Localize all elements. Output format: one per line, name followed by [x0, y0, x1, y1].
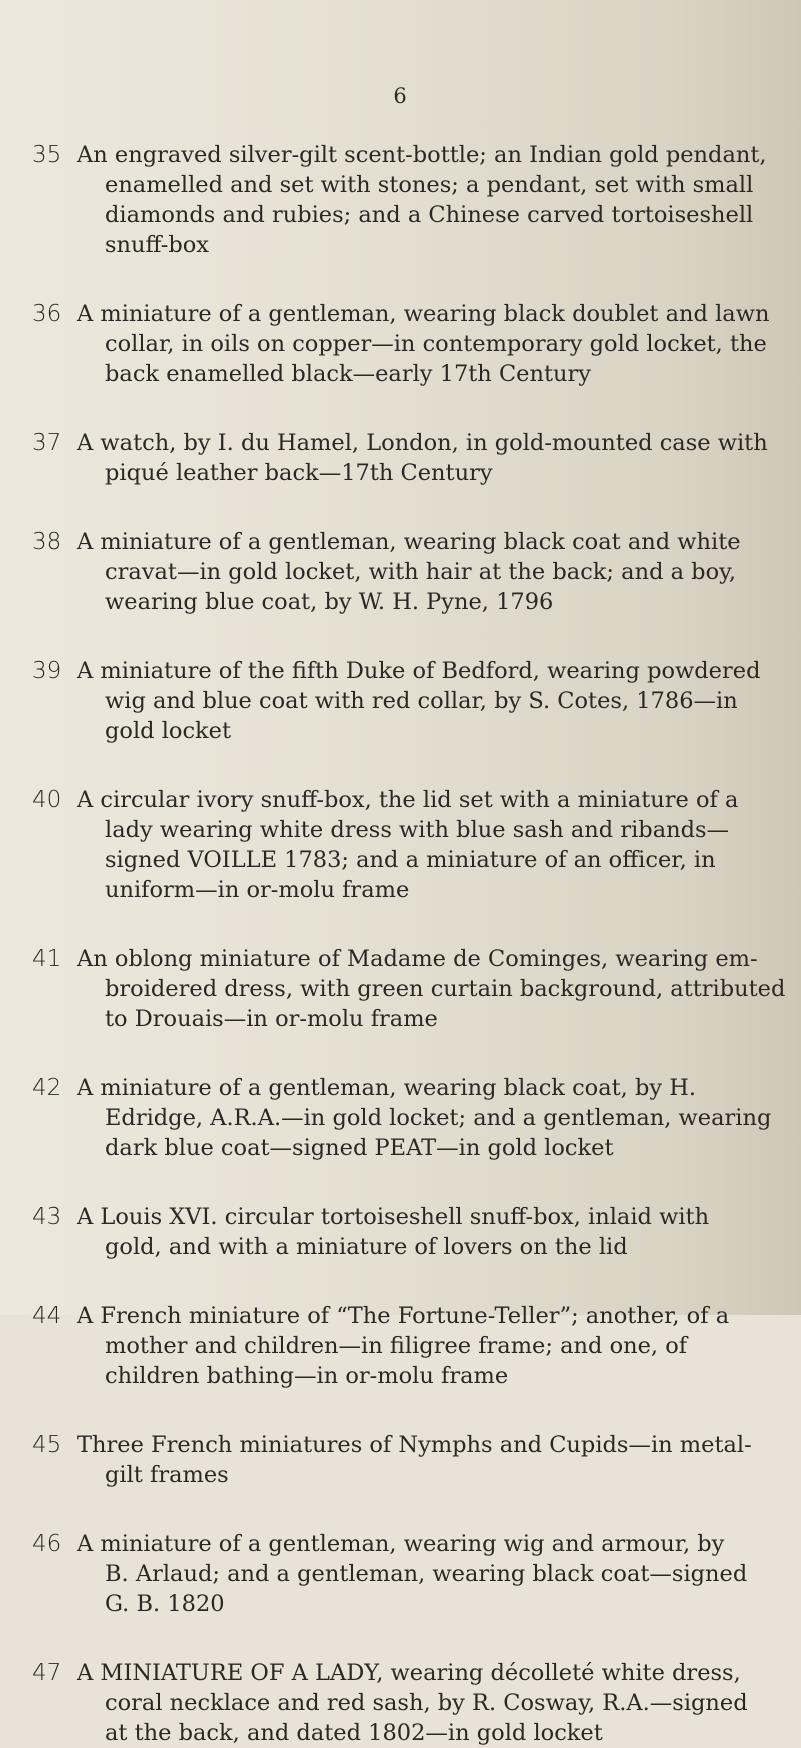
lot-description-line: Three French miniatures of Nymphs and Cupids—in metal- [77, 1432, 752, 1458]
lot-description-line: A circular ivory snuff-box, the lid set with a miniature of a [77, 787, 739, 813]
lot-description [77, 785, 777, 905]
lot-description-line: at the back, and dated 1802—in gold locket [105, 1720, 603, 1746]
lot-description-line: A Louis XVI. circular tortoiseshell snuff-box, inlaid with [77, 1204, 710, 1230]
lot-description-line: Edridge, A.R.A.—in gold locket; and a gentleman, wearing [105, 1105, 772, 1131]
lot-description-line: snuff-box [105, 232, 209, 258]
lot-description-line: uniform—in or-molu frame [105, 877, 410, 903]
lot-description [77, 428, 777, 488]
lot-description [77, 656, 777, 746]
lot-description-line: diamonds and rubies; and a Chinese carved tortoiseshell [105, 202, 754, 228]
lot-number: 41 [32, 946, 62, 972]
lot-description-line: back enamelled black—early 17th Century [105, 361, 591, 387]
lot-number: 35 [32, 142, 62, 168]
lot-description-line: gilt frames [105, 1462, 229, 1488]
lot-description-line: broidered dress, with green curtain background, attributed [105, 976, 786, 1002]
lot-description-line: collar, in oils on copper—in contemporary gold locket, the [105, 331, 767, 357]
lot-number: 45 [32, 1432, 62, 1458]
lot-description-line: A miniature of a gentleman, wearing black coat and white [77, 529, 741, 555]
lot-description-line: mother and children—in filigree frame; and one, of [105, 1333, 688, 1359]
lot-description-line: dark blue coat—signed PEAT—in gold locket [105, 1135, 614, 1161]
lot-description-line: G. B. 1820 [105, 1591, 225, 1617]
lot-number: 39 [32, 658, 62, 684]
lot-description-line: enamelled and set with stones; a pendant, set with small [105, 172, 754, 198]
lot-description-line: to Drouais—in or-molu frame [105, 1006, 438, 1032]
lot-description [77, 944, 786, 1034]
lot-number: 40 [32, 787, 62, 813]
lot-description [77, 1430, 777, 1490]
lot-description-line: gold, and with a miniature of lovers on the lid [105, 1234, 628, 1260]
lot-description [77, 527, 777, 617]
lot-description-line: lady wearing white dress with blue sash and ribands— [105, 817, 730, 843]
lot-description-line: cravat—in gold locket, with hair at the back; and a boy, [105, 559, 737, 585]
lot-number: 43 [32, 1204, 62, 1230]
lot-number: 44 [32, 1303, 62, 1329]
lot-description-line: A miniature of a gentleman, wearing black doublet and lawn [77, 301, 770, 327]
lot-description [77, 1529, 777, 1619]
lot-number: 36 [32, 301, 62, 327]
lot-description [77, 140, 777, 260]
lot-description-line: A MINIATURE OF A LADY, wearing décolleté white dress, [77, 1660, 741, 1686]
lot-description-line: An oblong miniature of Madame de Cominges, wearing em- [77, 946, 758, 972]
lot-description-line: An engraved silver-gilt scent-bottle; an Indian gold pendant, [77, 142, 767, 168]
lot-description-line: children bathing—in or-molu frame [105, 1363, 509, 1389]
lot-description-line: A miniature of a gentleman, wearing black coat, by H. [77, 1075, 697, 1101]
lot-number: 47 [32, 1660, 62, 1686]
lot-number: 46 [32, 1531, 62, 1557]
page-number: 6 [393, 84, 408, 108]
lot-description-line: coral necklace and red sash, by R. Cosway, R.A.—signed [105, 1690, 748, 1716]
lot-description [77, 1202, 777, 1262]
lot-description-line: wig and blue coat with red collar, by S. Cotes, 1786—in [105, 688, 738, 714]
lot-description [77, 1073, 777, 1163]
lot-number: 42 [32, 1075, 62, 1101]
lot-number: 37 [32, 430, 62, 456]
lot-description-line: A French miniature of “The Fortune-Teller”; another, of a [77, 1303, 730, 1329]
lot-description [77, 299, 777, 389]
lot-description-line: B. Arlaud; and a gentleman, wearing black coat—signed [105, 1561, 748, 1587]
lot-description-line: A miniature of a gentleman, wearing wig and armour, by [77, 1531, 725, 1557]
lot-description-line: A watch, by I. du Hamel, London, in gold-mounted case with [77, 430, 768, 456]
lot-description-line: wearing blue coat, by W. H. Pyne, 1796 [105, 589, 554, 615]
lot-description-line: signed VOILLE 1783; and a miniature of an officer, in [105, 847, 716, 873]
lot-description-line: gold locket [105, 718, 232, 744]
lot-description [77, 1658, 777, 1748]
lot-description-line: piqué leather back—17th Century [105, 460, 493, 486]
lot-number: 38 [32, 529, 62, 555]
lot-description-line: A miniature of the fifth Duke of Bedford, wearing powdered [77, 658, 761, 684]
